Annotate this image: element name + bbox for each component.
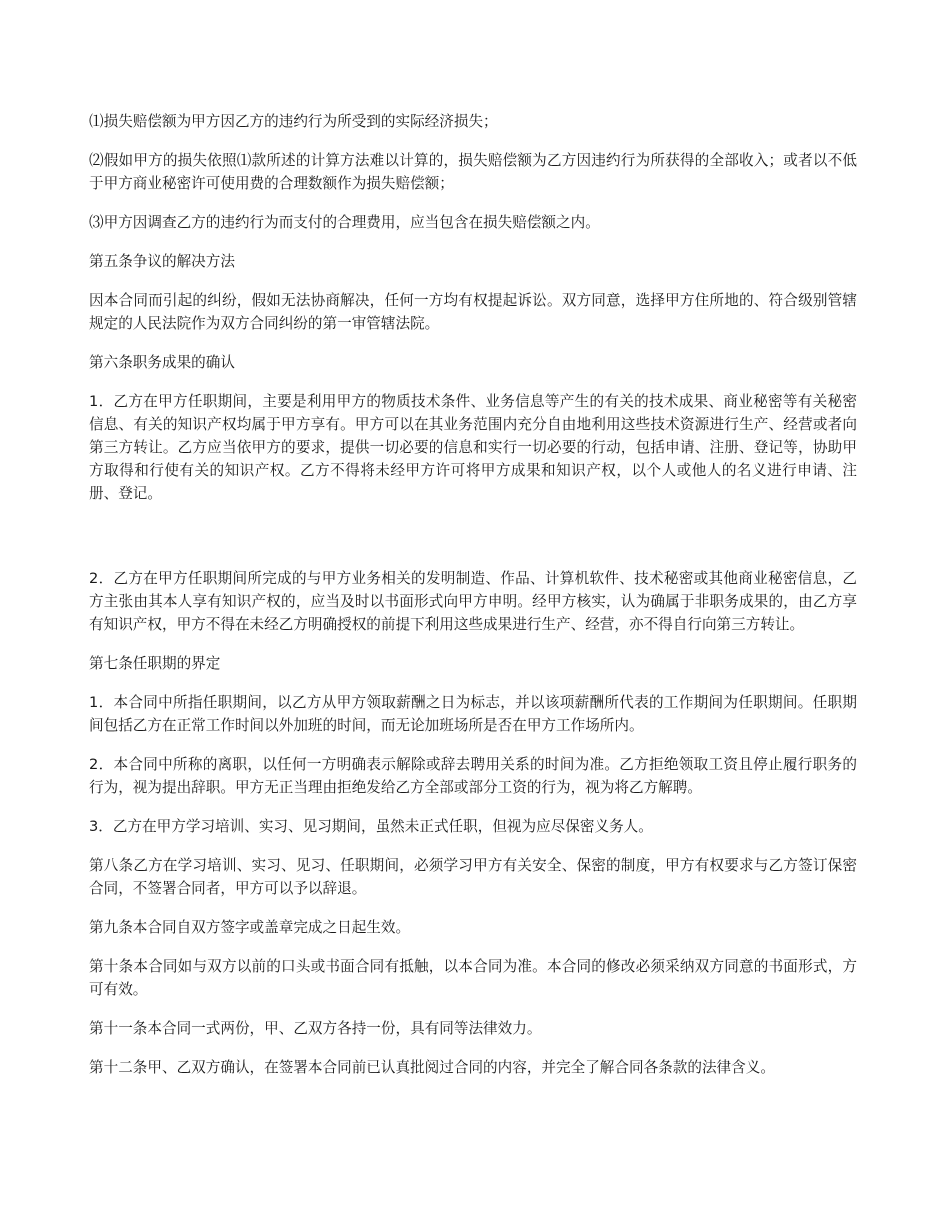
clause-7-item-3: 3．乙方在甲方学习培训、实习、见习期间，虽然未正式任职，但视为应尽保密义务人。	[89, 818, 653, 835]
clause-11: 第十一条本合同一式两份，甲、乙双方各持一份，具有同等法律效力。	[89, 1020, 542, 1037]
clause-7-item-1: 1．本合同中所指任职期间，以乙方从甲方领取薪酬之日为标志，并以该项薪酬所代表的工作期间为任职期间。任职期间包括乙方在正常工作时间以外加班的时间，而无论加班场所是否在甲方工作场所内。	[89, 694, 857, 734]
clause-10: 第十条本合同如与双方以前的口头或书面合同有抵触，以本合同为准。本合同的修改必须采纳双方同意的书面形式，方可有效。	[89, 958, 857, 998]
clause-7-heading: 第七条任职期的界定	[89, 655, 221, 672]
clause-9: 第九条本合同自双方签字或盖章完成之日起生效。	[89, 919, 411, 936]
clause-5-body: 因本合同而引起的纠纷，假如无法协商解决，任何一方均有权提起诉讼。双方同意，选择甲方住所地的、符合级别管辖规定的人民法院作为双方合同纠纷的第一审管辖法院。	[89, 292, 857, 332]
clause-4-item-2: ⑵假如甲方的损失依照⑴款所述的计算方法难以计算的，损失赔偿额为乙方因违约行为所获得的全部收入；或者以不低于甲方商业秘密许可使用费的合理数额作为损失赔偿额；	[89, 152, 857, 192]
document-body	[89, 110, 857, 1095]
clause-5-heading: 第五条争议的解决方法	[89, 253, 235, 270]
clause-12: 第十二条甲、乙双方确认，在签署本合同前已认真批阅过合同的内容，并完全了解合同各条款的法律含义。	[89, 1059, 775, 1076]
clause-6-heading: 第六条职务成果的确认	[89, 354, 235, 371]
clause-6-item-2: 2．乙方在甲方任职期间所完成的与甲方业务相关的发明制造、作品、计算机软件、技术秘密或其他商业秘密信息，乙方主张由其本人享有知识产权的，应当及时以书面形式向甲方申明。经甲方核实，认为确属于非职务成果的，由乙方享有知识产权，甲方不得在未经乙方明确授权的前提下利用这些成果进行生产、经营，亦不得自行向第三方转让。	[89, 570, 857, 633]
clause-6-item-1: 1．乙方在甲方任职期间，主要是利用甲方的物质技术条件、业务信息等产生的有关的技术成果、商业秘密等有关秘密信息、有关的知识产权均属于甲方享有。甲方可以在其业务范围内充分自由地利用这些技术资源进行生产、经营或者向第三方转让。乙方应当依甲方的要求，提供一切必要的信息和实行一切必要的行动，包括申请、注册、登记等，协助甲方取得和行使有关的知识产权。乙方不得将未经甲方许可将甲方成果和知识产权，以个人或他人的名义进行申请、注册、登记。	[89, 393, 857, 502]
clause-7-item-2: 2．本合同中所称的离职，以任何一方明确表示解除或辞去聘用关系的时间为准。乙方拒绝领取工资且停止履行职务的行为，视为提出辞职。甲方无正当理由拒绝发给乙方全部或部分工资的行为，视为将乙方解聘。	[89, 756, 857, 796]
clause-8: 第八条乙方在学习培训、实习、见习、任职期间，必须学习甲方有关安全、保密的制度，甲方有权要求与乙方签订保密合同，不签署合同者，甲方可以予以辞退。	[89, 857, 857, 897]
clause-4-item-1: ⑴损失赔偿额为甲方因乙方的违约行为所受到的实际经济损失；	[89, 113, 498, 130]
clause-4-item-3: ⑶甲方因调查乙方的违约行为而支付的合理费用，应当包含在损失赔偿额之内。	[89, 214, 600, 231]
